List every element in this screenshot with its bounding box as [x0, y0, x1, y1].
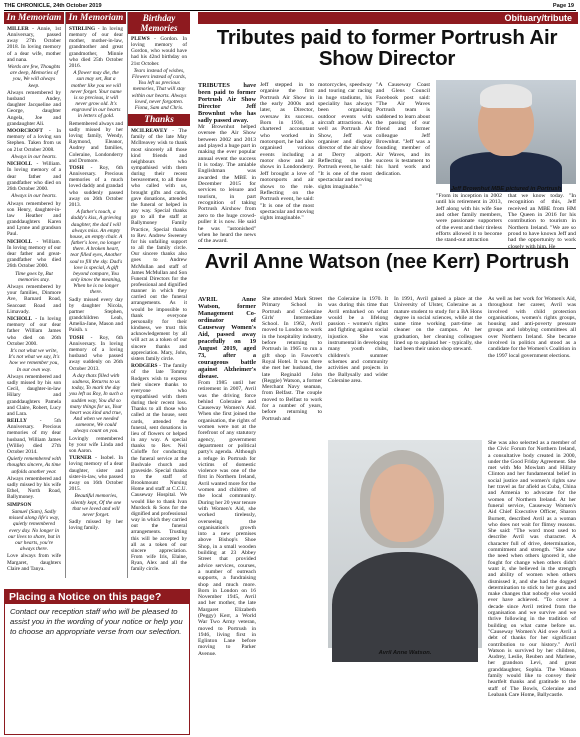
- notice-name: RODGERS: [131, 363, 158, 370]
- avril-watson-photo: [328, 440, 482, 648]
- obituary-headline: Tributes paid to former Portrush Air Show Director: [216, 26, 558, 70]
- placing-notice-box: [4, 589, 190, 735]
- notice-name: STIRLING: [69, 26, 96, 32]
- notice-entry: STIRLING - In loving memory of our dear mother, mother-in-law, grandmother and great grandmother, Minnie who died 25th October 2016.: [69, 26, 123, 69]
- birthday-thanks-column: [128, 12, 190, 582]
- tribute-column-5: [488, 296, 576, 436]
- notice-entry: REILLY - 5th Anniversary. Precious memories of my dear husband, William James (Willie) died 27th October 2014.: [7, 418, 61, 455]
- notice-entry: NICHOLL - William. In loving memory of our dear father and great-grandfather who died 26th October 2000.: [7, 238, 61, 270]
- thanks-list: [128, 126, 190, 572]
- notice-title: Placing a Notice on this page?: [5, 590, 189, 604]
- notice-entry: Beautiful memories, silently kept, Of the one that we loved and will never forget.: [70, 493, 122, 518]
- notice-name: SIMPSON: [7, 501, 32, 508]
- notice-entry: Always remembered and sadly missed by his son Cecil, daughter-in-law Hilary and granddaughters Pamela and Claire, Robert, Lucy and Lara.: [7, 373, 61, 417]
- tribute-column-2: She attended Mark Street Primary School in Portrush and Coleraine Girls' Intermediate School. In 1962, Avril moved to London to work in the hospitality industry, before returning to Portrush in 1965 to run a gift shop in Fawcett's Royal Hotel. It was there she met her husband, the late Reginald John (Reggie) Watson, a former Merchant Navy seaman, from Belfast. The couple moved to Belfast to work for a number of years, before returning to Portrush and: [262, 296, 322, 422]
- thanks-header: Thanks: [128, 114, 190, 126]
- in-memoriam-header: In Memoriam: [4, 12, 64, 24]
- notice-entry: MILLER - Annie, 1st Anniversary, passed away 27th October 2018. In loving memory of a dear wife, mother and nana.: [7, 26, 61, 63]
- notice-entry: Always in our hearts.: [11, 193, 57, 200]
- notice-entry: Samuel (Sam), Sadly missed along life's way, quietly remembered every day. No longer in our lives to share, but in our hearts, you're always there.: [7, 509, 61, 553]
- notice-entry: Words are few, Thoughts are deep, Memories of you, We will always keep.: [7, 64, 61, 89]
- obituary-column-3: motorcycles, speedway and touring car racing in huge stadiums, his speciality has always been organising outdoor events with aircraft attractions. As well as Portrush Air Show, Jeff was organiser and display director of the air show at Derry airport. Reflecting on the Portrush event, he said: "It is one of the most spectacular and moving sights imaginable.": [318, 82, 373, 190]
- in-memoriam-header: In Memoriam: [66, 12, 126, 24]
- notice-entry: Remembered always and sadly missed by her loving family, Wendy, Raymond, Eleanor, Audrey and families, Coleraine, Londonderry and Dromore.: [69, 120, 123, 164]
- tribute-column-4: In 1991, Avril gained a place at the University of Ulster, Coleraine as a mature student to study for a BA Hons degree in social sciences, while at the same time working part-time as cleaner on the campus. At her graduation, her cleaning colleagues lined up to applaud her - typically, she had been their union shop steward.: [394, 296, 482, 353]
- notice-entry: PLEWS - Gordon. In loving memory of Gordon, who would have had his 42nd birthday on 21st October.: [131, 36, 187, 67]
- notice-entry: NICHOLL - William. In loving memory of a dear father and grandfather who died on 26th October 2000.: [7, 161, 61, 192]
- masthead-bar: [4, 2, 576, 11]
- notice-body: Contact our reception staff who will be pleased to assist you in the wording of your notice or help you to choose an appropriate verse from our selection.: [10, 607, 183, 637]
- jeff-brownhut-photo: [436, 80, 576, 184]
- obituary-column-2: Jeff stepped in to organise the first Portrush Air Show in the early 2000s and later, as Director, oversaw its success. Born in 1936, a chartered accountant who worked in motorsport, he had also organised various events including a motor show and air shows in Londonderry. Jeff brought a love of motorsports and air shows to the role. Reflecting on the Portrush event, he said: "It is one of the most spectacular and moving sights imaginable.": [260, 82, 315, 222]
- masthead-date: THE CHRONICLE, 24th October 2019: [4, 3, 102, 9]
- notice-entry: TOSH - Roy, 6th Anniversary. In loving memory of a loving husband who passed away suddenly on 26th October 2013.: [69, 334, 123, 372]
- obituary-text: Mr Brownhut helped oversee the Air Show between 2002 and 2013 and played a huge part in making the ever popular annual event the success it is today. The amiable Englishman was awarded the MBE in December 2015 for services to leisure and tourism, in part recognition of taking Portrush Airshow from zero to the huge crowd-puller it is now. He said he was "astonished" when he heard the news of the award.: [198, 124, 256, 245]
- notice-entry: TURNER - Isobel. In loving memory of a dear daughter, sister and sister-in-law, who passed away on 16th October 2015.: [69, 455, 123, 493]
- notice-entry: RODGERS - The family of the late Tommy Rodgers wish to express their sincere thanks to everyone who sympathised with them during their recent loss. Thanks to all those who called at the house, sent cards, attended the funeral, sent donations in lieu of flowers or helped in any way. A special thanks to Rev. Neil Coloffe for conducting the funeral service at the Bushvale church and graveside. Special thanks to the staff of Brookmount Nursing Home and staff at C.C.U. Causeway Hospital. We would like to thank Ivan Murdock & Sons for the dignified and professional way in which they carried out the funeral arrangements. Trusting this will be accepted by all as a token of our sincere appreciation. From wife Iris, Elaine, Ryan, Alex and all the family circle.: [131, 363, 187, 573]
- notice-entry: MCILREAVEY - The family of the late May McIlreavey wish to thank most sincerely all those kind friends and neighbours who sympathised with them during their recent bereavement, to all those who called with us, brought gifts and cards, gave donations, attended the funeral or helped in any way. Special thanks go to all the staff at Ballymoney Family Practice, Special thanks to Rev. Andrew Sweeney for his unfailing support to all the family circle. Our sincere thanks also goes to Andrew McMullan and staff of James McMullan and Son Funeral Directors for the professional and dignified manner in which they carried out the funeral arrangements. As it would be impossible to thank everyone personally for their kindness, we trust this acknowledgement by all will act as a token of our sincere thanks and appreciation. Mary, John, sisters family circle.: [131, 128, 187, 362]
- obituary-column-4: "A Causeway Coast and Glens Council Facebook post said: "The Air Waves Portrush team is saddened to learn about the passing of our friend and former colleague Jeff Brownhut. "Jeff was a founding member of Air Waves, and its success is testament to his hard work and dedication.: [376, 82, 430, 177]
- notice-list: [66, 24, 126, 532]
- tribute-column-1: [198, 296, 256, 735]
- notice-entry: Lovingly remembered by your wife Linda and son Aaron.: [69, 435, 123, 454]
- notice-entry: Always in our hearts.: [11, 153, 57, 160]
- tribute-headline: Avril Anne Watson (nee Kerr) Portrush: [198, 248, 576, 273]
- notice-entry: Always remembered by son Henry, daughter-in-law Heather and granddaughters Karen and Lynne and grandson Paul.: [7, 200, 61, 238]
- obituary-continued-1: "From its inception in 2002 until his retirement in 2013, Jeff along with his wife Sue and other family members, were passionate supporters of the event and their tireless efforts allowed it to become the stand-out attraction: [436, 193, 502, 244]
- tribute-intro: AVRIL Anne Watson, former Management Co-ordinator of Causeway Women's Aid, passed away peacefully on 19 August 2019, aged 73, after a courageous battle against Alzheimer's disease.: [198, 296, 256, 380]
- page-number: Page 19: [552, 3, 574, 9]
- notice-entry: A day thats filled with sadness, Returns to us today, To mark the day you left us Roy, In such a sudden way, You did so many things for us, Your heart was kind and true, And when we needed someone, We could always count on you.: [69, 372, 123, 435]
- tribute-text: From 1985 until her retirement in 2007, Avril was the driving force behind Coleraine and Causeway Women's Aid. When she first joined the organisation, the rights of women were not at the forefront of any statutory agency, government department or political party's agenda. Although a refuge in Portrush for victims of domestic violence was one of the first in Northern Ireland, Avril wanted more for the women and children of the local community. During her 20 year tenure with Women's Aid, she worked tirelessly, overseeing the organisation's growth into a new premises above Bishop's Shoe Shop, in a small wooden building at 23 Abbey Street that provided advice services, courses, a number of outreach supports, a fundraising shop and much more. Born in London on 16 November 1945, Avril and her mother, the late Margaret Elizabeth (Peggy) Kerr, a World War Two Army veteran, moved to Portrush in 1946, living first in Eglinton Lane before moving to Parker Avenue.: [198, 380, 256, 657]
- obituary-column-1: [198, 82, 256, 245]
- notice-entry: A father's touch, a daddy's kiss, A grieving daughter, the dad I will always miss. An empty house, an empty chair. A father's love, no longer there. A broken heart, tear filled eyes, Another soul to fill the sky. Dad's love is special, A gift beyond compare, You only know the meaning, When he is no longer there.: [69, 209, 123, 296]
- notice-entry: A flower may die, the sun may set, But a mother like you we will never forget. Your name is so precious, it will never grow old. It's engraved in our hearts in letters of gold.: [70, 70, 122, 120]
- obituary-continued-2: that we know today. "In recognition of this, Jeff received an MBE from HM The Queen in 2016 for his contribution to tourism in Northern Ireland. "We are so proud to have known Jeff and had the opportunity to work closely with him. He: [508, 193, 576, 250]
- notice-name: NICHOLL: [7, 238, 33, 245]
- notice-name: TURNER: [69, 455, 92, 462]
- birthday-list: [128, 34, 190, 111]
- notice-entry: MOORCROFT - In memory of a loving son Stephen. Taken from us on 21st October 2008.: [7, 128, 61, 153]
- tribute-column-3: the Coleraine in 1970. It was during this time that Avril embarked on what would be a lifelong passion - women's rights and fighting against social injustice. She was instrumental in developing many youth clubs, children's summer schemes and community activities and projects in the Ballysally and wider Coleraine area.: [328, 296, 388, 384]
- notice-name: TOSH: [69, 165, 84, 171]
- notice-entry: Tears instead of wishes, Flowers instead of cards, You left us precious memories, That will stay within our hearts. Always loved, never forgotten. Fiona, Sam and Chris.: [131, 67, 187, 111]
- notice-entry: Always remembered and sadly missed by his wife Ethel, North Road, Ballymoney.: [7, 475, 61, 501]
- photo-caption: Avril Anne Watson.: [378, 650, 432, 656]
- in-memoriam-column-b: [66, 12, 126, 582]
- notice-entry: NICHOLL - In loving memory of our dear father William James who died on 26th October 2000.: [7, 316, 61, 347]
- notice-name: MOORCROFT: [7, 128, 43, 135]
- tribute-text: As well as her work for Women's Aid, throughout her career, Avril was involved with child protection organisations, women's rights groups, housing and anti-poverty pressure groups and lobbying committees all over Northern Ireland. She became involved in politics and stood as a candidate for the Women's Coalition in the 1997 local government elections.: [488, 296, 576, 359]
- notice-entry: Quietly remembered with thoughts sincere, As time unfolds another year.: [7, 456, 61, 475]
- notice-name: PLEWS: [131, 36, 150, 42]
- notice-name: MCILREAVEY: [131, 128, 168, 135]
- notice-entry: Sadly missed by her loving family.: [69, 519, 123, 532]
- photo-caption: Jeff Brownhut MBE pictured in Portrush: [450, 186, 562, 192]
- birthday-memories-header: Birthday Memories: [128, 12, 190, 34]
- obituary-intro: TRIBUTES have been paid to former Portrush Air Show Director Jeff Brownhut who has sadly passed away.: [198, 82, 256, 124]
- notice-entry: Sadly missed every day by daughter Nicola, partner Stephen, grandchildren Leah, Amelia-Jane, Mason and Paisih. x: [69, 296, 123, 334]
- notice-entry: Love always from wife Margaret, daughters Claire and Tanya.: [7, 553, 61, 572]
- notice-name: MILLER: [7, 26, 29, 32]
- notice-list: [4, 24, 64, 572]
- notice-entry: Time goes by, But memories stay.: [15, 270, 53, 283]
- notice-entry: It's not what we write, It's not what we say, It's how we remember you, In our own way.: [8, 348, 60, 373]
- notice-name: TOSH: [69, 334, 84, 341]
- notice-name: NICHOLL: [7, 316, 33, 323]
- notice-name: NICHOLL: [7, 161, 33, 168]
- notice-entry: Always remembered by husband Andey, daughter Jacqueline and George, daughter Angela, Joe and grandaughter Ali.: [7, 89, 61, 127]
- in-memoriam-column-a: [4, 12, 64, 582]
- obituary-section-header: Obituary/tribute: [198, 12, 578, 24]
- notice-entry: TOSH - Roy, 6th Anniversary. Precious memories of a much loved daddy and grandad who suddenly passed away on 26th October 2013.: [69, 165, 123, 208]
- notice-entry: [7, 502, 61, 508]
- notice-entry: Always remembered by your families, Dinmore Ave, Barnard Road, Seacoast Road and Limavady.: [7, 284, 61, 315]
- notice-name: REILLY: [7, 418, 27, 425]
- tribute-column-6: She was also selected as a member of the Civic Forum for Northern Ireland, a consultative body created in 2000, under the Good Friday Agreement. She met with Mo Mowlam and Hillary Clinton and her fundamental belief in social justice and women's rights saw her travel as far afield as Cuba, China and Armenia to advocate for the women of Northern Ireland. At her funeral service, Causeway Women's Aid Chief Executive Officer, Sharon Burnett, described Avril as a woman who does not wait for flimsy reasons. She said: "The word most used to describe Avril was character. A character full of drive, determination, commitment and strength. "She saw the need when others ignored it, she fought for change when others didn't want it, she believed in the strength and ability of women when others dismissed it, and she had the dogged determination to stick to her guns and make changes that nobody else would ever have achieved. "To cover a decade since Avril retired from the organisation and we survive and we thrive following in the tradition of building on what came before us. "Causeway Women's Aid owe Avril a debt of thanks for her significant contribution to our history." Avril Watson is survived by her children, Audrey, Leslie, Reuben and Marlene, her grandson Levi, and great granddaughter, Sophia. The Watson family would like to convey their heartfelt thanks and gratitude to the staff of The Bowls, Coleraine and Leabank Care Home, Ballycastle.: [488, 440, 576, 698]
